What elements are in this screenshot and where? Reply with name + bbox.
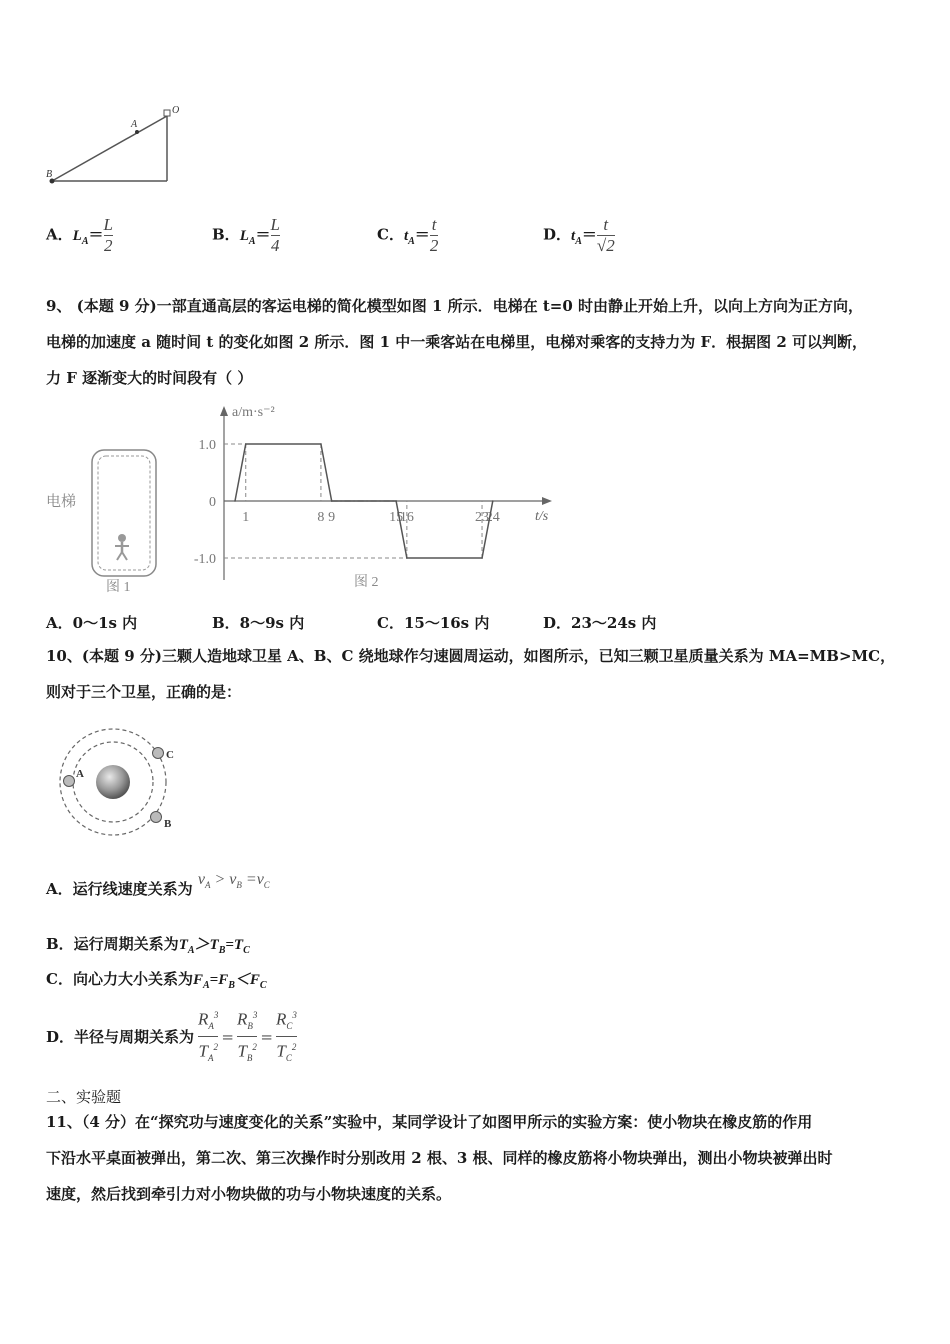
q11-line-3: 速度，然后找到牵引力对小物块做的功与小物块速度的关系。 xyxy=(46,1185,452,1203)
fraction: $\frac{L}{4}$ xyxy=(270,215,281,255)
q9-line-2: 电梯的加速度 a 随时间 t 的变化如图 2 所示．图 1 中一乘客站在电梯里，电梯对乘客的支持力为 F．根据图 2 可以判断， xyxy=(46,333,868,351)
data-point xyxy=(331,500,333,502)
point-a xyxy=(135,130,139,134)
satellite-orbit-figure xyxy=(48,722,188,842)
period-relation: $T_A>T_B=T_C$ xyxy=(178,937,250,956)
force-relation: $F_A=F_B<F_C$ xyxy=(192,972,267,991)
x-axis-label: t/s xyxy=(535,509,549,524)
data-point xyxy=(406,557,408,559)
q9-stem xyxy=(46,288,916,396)
q9-option-c: C．15～16s 内 xyxy=(377,614,490,632)
fraction: $\frac{t}{2}$ xyxy=(429,215,439,255)
figure2-caption: 图 2 xyxy=(354,575,379,590)
incline-line xyxy=(52,116,167,181)
q10-line-2: 则对于三个卫星，正确的是： xyxy=(46,683,242,701)
earth xyxy=(96,765,130,799)
q10-option-c: C．向心力大小关系为$F_A=F_B<F_C$ xyxy=(46,970,267,991)
elevator-outer xyxy=(92,450,156,576)
q10-option-a: A．运行线速度关系为 $v_A > v_B =v_C$ xyxy=(46,871,270,898)
x-tick-label: 16 xyxy=(399,510,414,525)
x-tick-label: 15 xyxy=(389,510,404,525)
q8-option-d: D．$t_A=$ $\frac{t}{√2}$ xyxy=(543,215,615,255)
ratio-b: $\frac{R_B^3}{T_B^2}$ xyxy=(237,1005,257,1068)
incline-figure xyxy=(40,100,200,190)
data-point xyxy=(481,557,483,559)
acceleration-chart xyxy=(190,398,570,598)
figure1-caption: 图 1 xyxy=(106,580,131,595)
q9-option-a: A．0～1s 内 xyxy=(46,614,138,632)
data-point xyxy=(492,500,494,502)
label-satellite-a: A xyxy=(76,768,84,780)
data-point xyxy=(234,500,236,502)
x-tick-label: 8 xyxy=(317,510,325,525)
q9-option-d: D．23～24s 内 xyxy=(543,614,657,632)
ratio-c: $\frac{R_C^3}{T_C^2}$ xyxy=(276,1005,297,1068)
q8-option-b: B．$L_A=$ $\frac{L}{4}$ xyxy=(212,215,281,255)
label-satellite-b: B xyxy=(164,818,172,830)
ratio-a: $\frac{R_A^3}{T_A^2}$ xyxy=(198,1005,218,1068)
q11-line-2: 下沿水平桌面被弹出，第二次、第三次操作时分别改用 2 根、3 根、同样的橡皮筋将小物块弹出，测出小物块被弹出时 xyxy=(46,1149,833,1167)
y-axis-label-text: a/m·s⁻² xyxy=(232,405,275,420)
satellite-b xyxy=(151,812,162,823)
y-tick-label: 1.0 xyxy=(198,438,216,453)
q10-stem xyxy=(46,638,916,710)
q11-stem xyxy=(46,1104,916,1212)
label-satellite-c: C xyxy=(166,749,174,761)
q8-option-a: A．$L_A=$ $\frac{L}{2}$ xyxy=(46,215,113,255)
q9-line-3: 力 F 逐渐变大的时间段有（ ） xyxy=(46,369,253,387)
y-tick-label: -1.0 xyxy=(193,552,216,567)
q10-option-b: B．运行周期关系为$T_A>T_B=T_C$ xyxy=(46,935,250,956)
q11-line-1: 11、（4 分）在“探究功与速度变化的关系”实验中，某同学设计了如图甲所示的实验方案：使小物块在橡皮筋的作用 xyxy=(46,1113,813,1131)
q9-line-1: 9、 (本题 9 分)一部直通高层的客运电梯的简化模型如图 1 所示．电梯在 t=0 时由静止开始上升，以向上方向为正方向， xyxy=(46,297,863,315)
satellite-a xyxy=(64,776,75,787)
q9-option-b: B．8～9s 内 xyxy=(212,614,305,632)
pulley-o xyxy=(164,110,170,116)
elevator-inner xyxy=(98,456,150,570)
data-point xyxy=(245,443,247,445)
y-axis-arrow xyxy=(220,406,228,416)
label-o: O xyxy=(172,105,180,116)
passenger-icon xyxy=(115,534,129,560)
x-tick-label: 24 xyxy=(485,510,500,525)
velocity-relation xyxy=(197,871,270,891)
data-point xyxy=(395,500,397,502)
y-axis-label xyxy=(232,405,275,420)
x-tick-label: 1 xyxy=(242,510,250,525)
section-title: 二、实验题 xyxy=(46,1088,122,1106)
fraction: $\frac{L}{2}$ xyxy=(103,215,113,255)
x-tick-label: 9 xyxy=(328,510,336,525)
elevator-label: 电梯 xyxy=(46,492,77,510)
x-axis-arrow xyxy=(542,497,552,505)
q10-option-d: D．半径与周期关系为 $\frac{R_A^3}{T_A^2}$ = $\frac{R_B^3}{T_B^2}$ = $\frac{R_C^3}{T_C^2}$ xyxy=(46,1005,297,1068)
data-point xyxy=(320,443,322,445)
satellite-c xyxy=(153,748,164,759)
fraction: $\frac{t}{√2}$ xyxy=(596,215,615,255)
q8-option-c: C．$t_A=$ $\frac{t}{2}$ xyxy=(377,215,439,255)
x-tick-label: 23 xyxy=(475,510,490,525)
q10-line-1: 10、(本题 9 分)三颗人造地球卫星 A、B、C 绕地球作匀速圆周运动，如图所示，已知三颗卫星质量关系为 MA=MB>MC， xyxy=(46,647,896,665)
label-a: A xyxy=(131,119,138,130)
y-tick-label: 0 xyxy=(209,495,216,510)
elevator-figure xyxy=(88,448,168,598)
velocity-math-render: $v_A > v_B =v_C$ xyxy=(197,871,270,891)
label-b: B xyxy=(46,169,53,180)
